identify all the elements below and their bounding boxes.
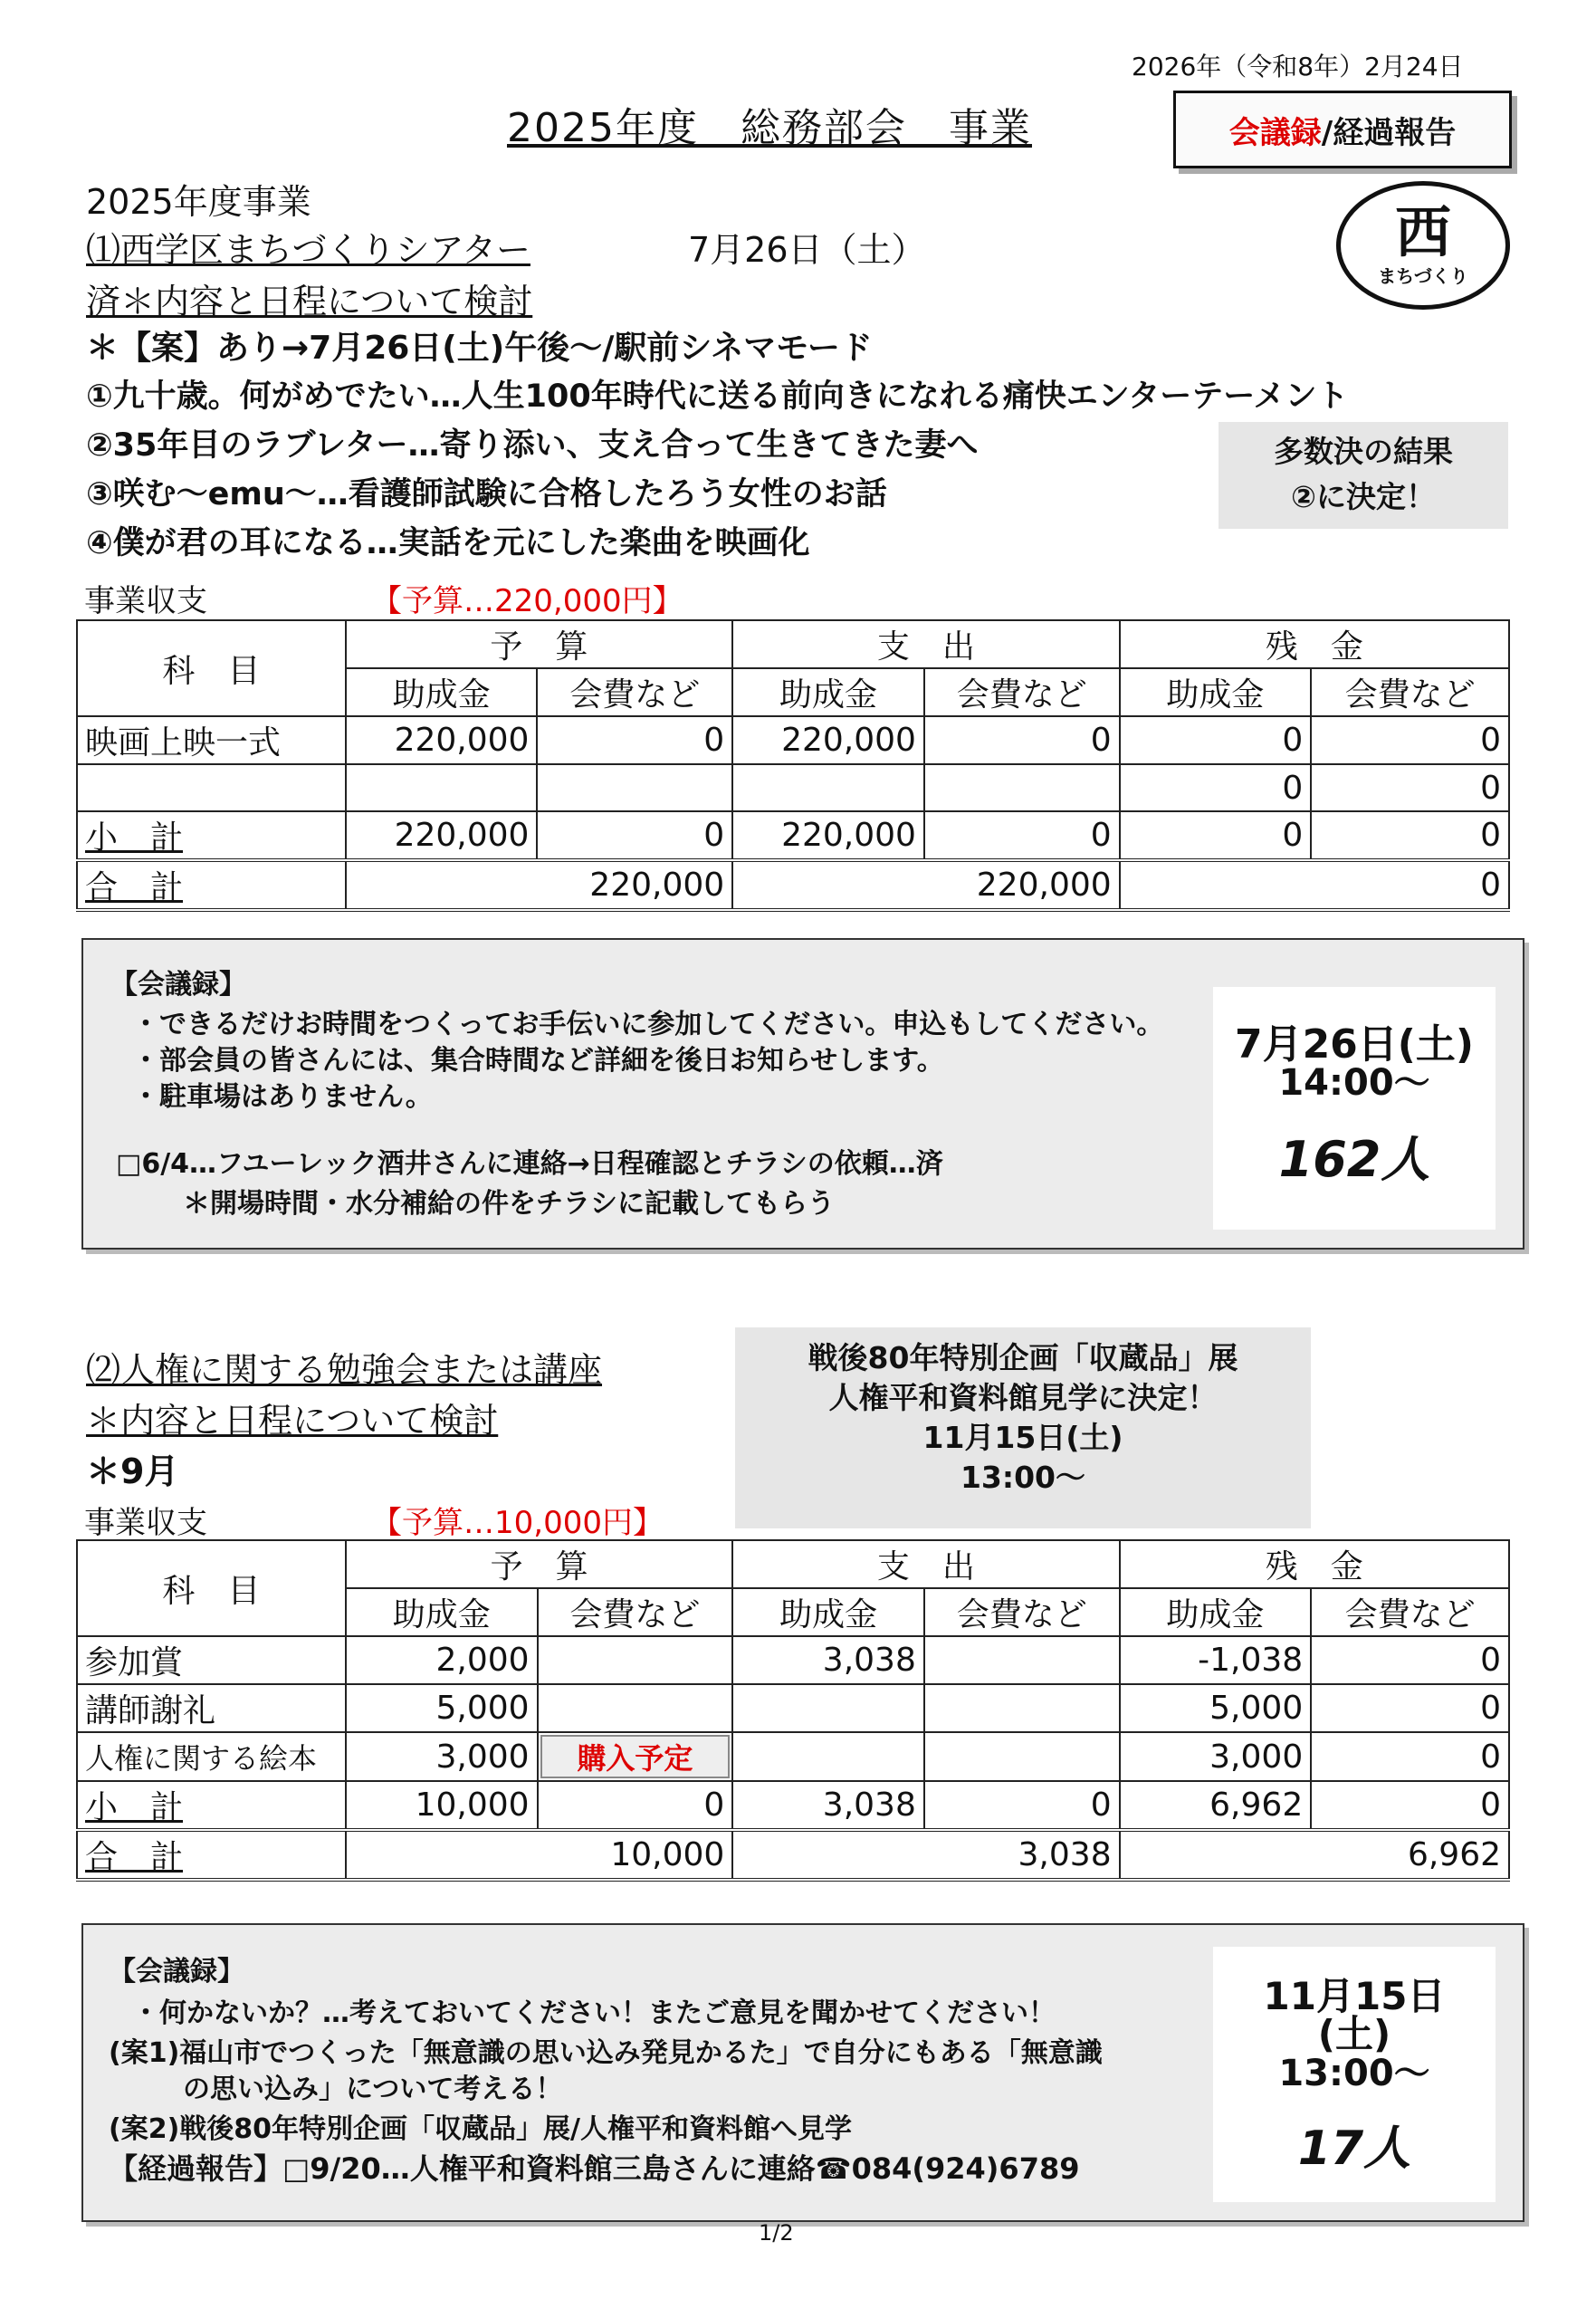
event-date: 11月15日 xyxy=(1263,1974,1446,2018)
sub-header: 助成金 xyxy=(1120,668,1312,716)
page-title: 2025年度 総務部会 事業 xyxy=(507,105,1032,151)
vote-result-box xyxy=(1219,422,1508,529)
table-row xyxy=(77,1732,1509,1781)
total-label: 合 計 xyxy=(77,860,346,910)
attendance-count: 17人 xyxy=(1297,2122,1411,2176)
cell: 3,038 xyxy=(732,1830,1119,1880)
sub-header: 助成金 xyxy=(346,1588,538,1636)
vote-result-line1: 多数決の結果 xyxy=(1274,434,1453,469)
cell: 220,000 xyxy=(732,860,1119,910)
cell: 3,038 xyxy=(732,1781,924,1830)
cell: 0 xyxy=(537,716,732,764)
cell: 0 xyxy=(1311,811,1509,860)
subtotal-row xyxy=(77,1781,1509,1830)
table-row xyxy=(77,716,1509,764)
cell: 3,038 xyxy=(732,1636,924,1684)
cell xyxy=(732,1684,924,1732)
cell: 0 xyxy=(1311,1781,1509,1830)
minutes-line: ・駐車場はありません。 xyxy=(132,1081,433,1113)
cell: 0 xyxy=(1311,1636,1509,1684)
minutes-heading: 【会議録】 xyxy=(109,1956,244,1988)
logo-text: まちづくり xyxy=(1378,264,1468,287)
row-item: 参加賞 xyxy=(77,1636,346,1684)
minutes-line: ・できるだけお時間をつくってお手伝いに参加してください。申込もしてください。 xyxy=(132,1009,1164,1040)
decision-box xyxy=(735,1327,1311,1528)
col-group-balance: 残 金 xyxy=(1120,1540,1509,1588)
cell xyxy=(924,1732,1120,1781)
col-group-balance: 残 金 xyxy=(1120,620,1509,668)
subtotal-label: 小 計 xyxy=(77,811,346,860)
event-day: (土) xyxy=(1317,2012,1391,2056)
logo-mark: 西 xyxy=(1394,198,1451,265)
col-group-budget: 予 算 xyxy=(346,1540,732,1588)
sub-header: 助成金 xyxy=(346,668,538,716)
section2-budget-table xyxy=(76,1539,1510,1882)
col-group-budget: 予 算 xyxy=(346,620,732,668)
section1-budget-note: 【予算…220,000円】 xyxy=(371,583,683,619)
table-row xyxy=(77,1636,1509,1684)
cell xyxy=(538,1636,733,1684)
section2-status: ＊内容と日程について検討 xyxy=(86,1401,499,1441)
cell: 0 xyxy=(924,1781,1120,1830)
cell: 6,962 xyxy=(1120,1830,1509,1880)
section1-title: ⑴西学区まちづくりシアター xyxy=(86,230,530,270)
sub-header: 助成金 xyxy=(1120,1588,1312,1636)
minutes-heading: 【会議録】 xyxy=(110,969,246,1001)
report-label-rest: /経過報告 xyxy=(1321,114,1457,151)
cell: 0 xyxy=(1311,716,1509,764)
table-row xyxy=(77,764,1509,811)
cell xyxy=(346,764,538,811)
cell: 0 xyxy=(1120,860,1509,910)
event-summary xyxy=(1213,1947,1496,2202)
row-item: 人権に関する絵本 xyxy=(77,1732,346,1781)
cell: 0 xyxy=(538,1781,733,1830)
cell: 0 xyxy=(1311,1732,1509,1781)
cell xyxy=(538,1684,733,1732)
sub-header: 会費など xyxy=(537,668,732,716)
minutes-line: □6/4…フユーレック酒井さんに連絡→日程確認とチラシの依頼…済 xyxy=(116,1148,943,1180)
section1-plan: ＊【案】あり→7月26日(土)午後～/駅前シネマモード xyxy=(86,330,873,367)
sub-header: 会費など xyxy=(924,1588,1120,1636)
decision-line: 13:00～ xyxy=(960,1460,1086,1495)
cell xyxy=(732,1732,924,1781)
col-item-header: 科 目 xyxy=(77,620,346,716)
decision-line: 人権平和資料館見学に決定！ xyxy=(828,1380,1218,1415)
cell: 0 xyxy=(924,811,1120,860)
sub-header: 会費など xyxy=(1311,668,1509,716)
subtotal-row xyxy=(77,811,1509,860)
table-row xyxy=(77,1684,1509,1732)
decision-line: 戦後80年特別企画「収蔵品」展 xyxy=(808,1340,1238,1375)
cell xyxy=(924,1636,1120,1684)
attendance-count: 162人 xyxy=(1278,1131,1430,1188)
cell: 10,000 xyxy=(346,1781,538,1830)
page-number: 1/2 xyxy=(759,2220,794,2246)
progress-report-line: 【経過報告】□9/20…人権平和資料館三島さんに連絡☎084(924)6789 xyxy=(109,2151,1080,2186)
movie-option-2: ②35年目のラブレター…寄り添い、支え合って生きてきた妻へ xyxy=(86,427,979,464)
row-item: 講師謝礼 xyxy=(77,1684,346,1732)
machizukuri-logo-icon xyxy=(1336,181,1510,310)
minutes-line: (案2)戦後80年特別企画「収蔵品」展/人権平和資料館へ見学 xyxy=(109,2113,853,2145)
section1-minutes-box xyxy=(81,938,1524,1250)
cell: 0 xyxy=(1311,764,1509,811)
cell: 6,962 xyxy=(1120,1781,1312,1830)
cell: 5,000 xyxy=(1120,1684,1312,1732)
minutes-line: ＊開場時間・水分補給の件をチラシに記載してもらう xyxy=(183,1188,835,1220)
cell: 3,000 xyxy=(346,1732,538,1781)
purchase-planned-badge: 購入予定 xyxy=(540,1735,731,1778)
cell xyxy=(732,764,924,811)
total-row xyxy=(77,860,1509,910)
event-time: 14:00～ xyxy=(1278,1062,1430,1104)
cell: 220,000 xyxy=(346,860,732,910)
row-item: 映画上映一式 xyxy=(77,716,346,764)
minutes-line: (案1)福山市でつくった「無意識の思い込み発見かるた」で自分にもある「無意識 xyxy=(109,2037,1103,2069)
section2-budget-label: 事業収支 xyxy=(84,1505,207,1541)
section2-month: ＊9月 xyxy=(86,1451,179,1491)
col-group-expense: 支 出 xyxy=(732,1540,1119,1588)
cell: 3,000 xyxy=(1120,1732,1312,1781)
movie-option-1: ①九十歳。何がめでたい…人生100年時代に送る前向きになれる痛快エンターテーメント xyxy=(86,378,1349,415)
sub-header: 助成金 xyxy=(732,668,924,716)
cell: 0 xyxy=(537,811,732,860)
total-label: 合 計 xyxy=(77,1830,346,1880)
cell: 0 xyxy=(924,716,1120,764)
cell xyxy=(924,1684,1120,1732)
sub-header: 会費など xyxy=(924,668,1120,716)
cell xyxy=(538,1732,733,1781)
section2-budget-note: 【予算…10,000円】 xyxy=(371,1505,664,1541)
cell: -1,038 xyxy=(1120,1636,1312,1684)
section1-budget-table xyxy=(76,619,1510,912)
cell: 220,000 xyxy=(732,811,924,860)
section1-status: 済＊内容と日程について検討 xyxy=(86,282,533,321)
decision-line: 11月15日(土) xyxy=(922,1420,1123,1455)
year-heading: 2025年度事業 xyxy=(86,182,311,222)
cell: 5,000 xyxy=(346,1684,538,1732)
row-item xyxy=(77,764,346,811)
cell: 0 xyxy=(1120,716,1312,764)
section1-budget-label: 事業収支 xyxy=(84,583,207,619)
total-row xyxy=(77,1830,1509,1880)
cell xyxy=(537,764,732,811)
section2-minutes-box xyxy=(81,1923,1524,2222)
cell: 0 xyxy=(1120,764,1312,811)
report-type-box xyxy=(1173,91,1512,168)
cell: 2,000 xyxy=(346,1636,538,1684)
col-group-expense: 支 出 xyxy=(732,620,1119,668)
minutes-line: の思い込み」について考える！ xyxy=(183,2074,563,2105)
document-date: 2026年（令和8年）2月24日 xyxy=(1132,52,1464,81)
minutes-line: ・部会員の皆さんには、集合時間など詳細を後日お知らせします。 xyxy=(132,1045,944,1077)
sub-header: 会費など xyxy=(538,1588,733,1636)
col-item-header: 科 目 xyxy=(77,1540,346,1636)
event-date: 7月26日(土) xyxy=(1234,1021,1475,1068)
cell: 220,000 xyxy=(346,716,538,764)
vote-result-line2: ②に決定！ xyxy=(1291,479,1436,514)
cell: 10,000 xyxy=(346,1830,732,1880)
section2-title: ⑵人権に関する勉強会または講座 xyxy=(86,1350,603,1390)
sub-header: 会費など xyxy=(1311,1588,1509,1636)
sub-header: 助成金 xyxy=(732,1588,924,1636)
cell xyxy=(924,764,1120,811)
event-time: 13:00～ xyxy=(1278,2053,1430,2094)
section1-date: 7月26日（土） xyxy=(688,230,926,270)
minutes-line: ・何かないか？…考えておいてください！またご意見を聞かせてください！ xyxy=(132,1997,1056,2029)
cell: 220,000 xyxy=(732,716,924,764)
subtotal-label: 小 計 xyxy=(77,1781,346,1830)
movie-option-3: ③咲む～emu～…看護師試験に合格したろう女性のお話 xyxy=(86,476,887,512)
event-summary xyxy=(1213,987,1496,1230)
report-label-red: 会議録 xyxy=(1228,114,1322,151)
cell: 0 xyxy=(1120,811,1312,860)
movie-option-4: ④僕が君の耳になる…実話を元にした楽曲を映画化 xyxy=(86,525,810,561)
cell: 220,000 xyxy=(346,811,538,860)
cell: 0 xyxy=(1311,1684,1509,1732)
